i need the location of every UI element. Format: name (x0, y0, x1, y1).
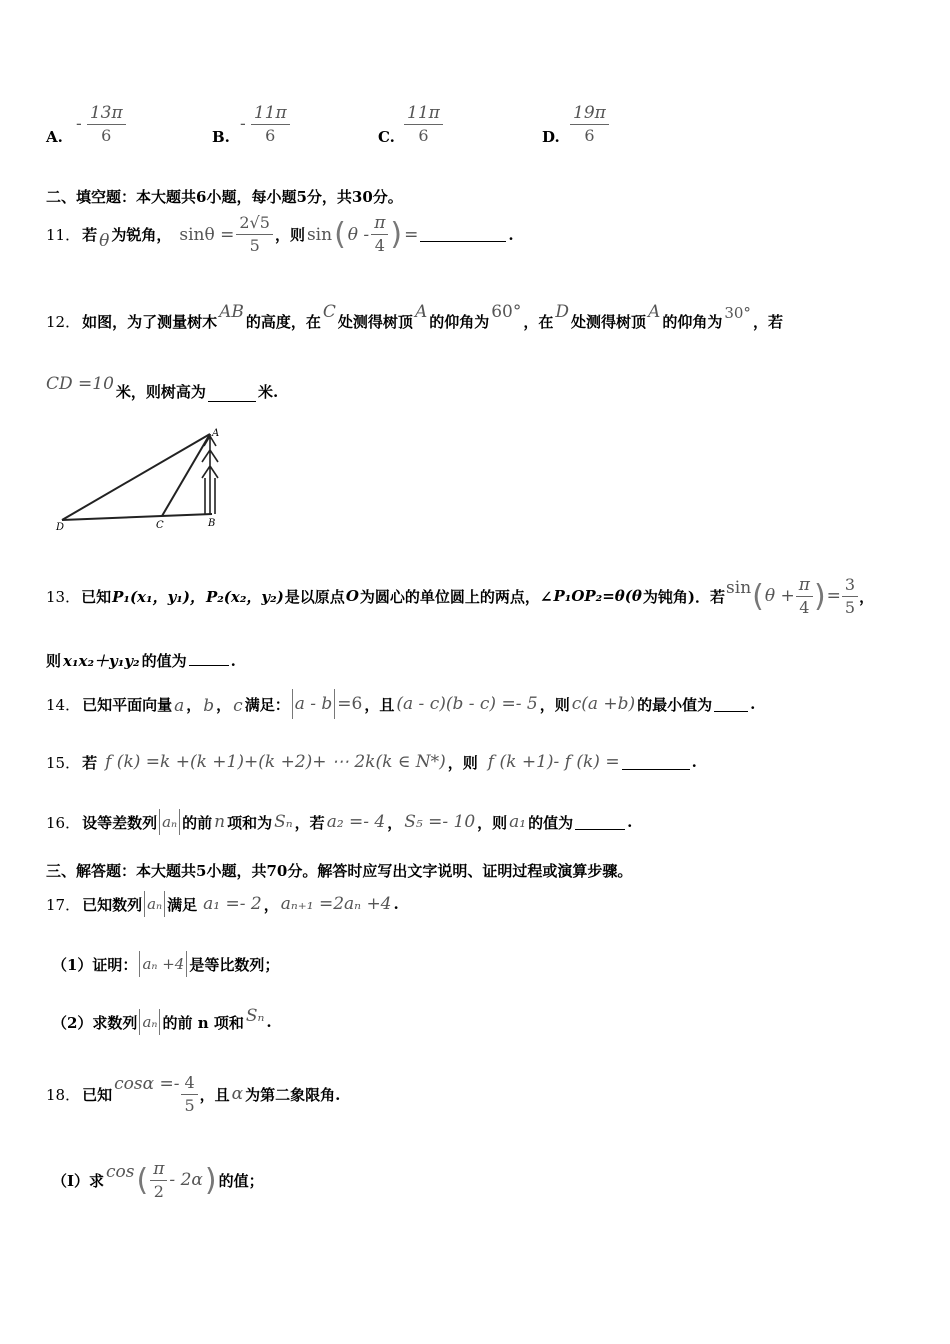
question-18: 18． 已知 cosα =- $\frac{4}{5}$ ，且 α 为第二象限角. (46, 1072, 341, 1115)
option-d: D. (542, 128, 560, 146)
question-12-cont: CD =10 米，则树高为 米. (46, 374, 279, 401)
line-da (62, 434, 210, 520)
label-a: A (212, 428, 220, 439)
question-11: 11． 若 θ 为锐角， sinθ = $\frac{2√5}{5}$ ，则 sin ( θ - $\frac{\pi}{4}$ ) = . (46, 213, 514, 255)
label-d: D (56, 522, 65, 533)
line-db (62, 514, 212, 520)
question-14: 14． 已知平面向量 a ， b ， c 满足： a - b =6 ，且 (a - c)(b - c) =- 5 ，则 c(a +b) 的最小值为 . (46, 684, 755, 724)
label-b: B (208, 518, 216, 529)
option-c-value: $\frac{11\pi}{6}$ (404, 102, 443, 147)
question-16: 16． 设等差数列 aₙ 的前 n 项和为 Sₙ ，若 a₂ =- 4 ， S₅ =- 10 ，则 a₁ 的值为 . (46, 800, 632, 844)
option-b: B. (212, 128, 230, 146)
question-13: 13． 已知 P₁(x₁，y₁)， P₂(x₂，y₂) 是以原点 O 为圆心的单位圆上的两点，∠ P₁OP₂=θ(θ 为钝角)．若 sin ( θ + $\frac{\pi}{4}$ ) = $\frac{3}{5}$ ， (46, 574, 875, 617)
question-12: 12． 如图，为了测量树木 AB 的高度，在 C 处测得树顶 A 的仰角为 60° ，在 D 处测得树顶 A 的仰角为 30° ，若 (46, 302, 783, 331)
answer-blank (575, 815, 625, 830)
option-b-value: - $\frac{11\pi}{6}$ (240, 102, 290, 147)
option-a: A. (46, 128, 63, 146)
answer-blank (208, 387, 256, 402)
option-d-value: $\frac{19\pi}{6}$ (570, 102, 609, 147)
tree-shape (202, 434, 218, 514)
section-heading-solutions: 三、解答题：本大题共5小题，共70分。解答时应写出文字说明、证明过程或演算步骤。 (46, 862, 633, 880)
question-17-part-2: （2）求数列 aₙ 的前 n 项和 Sₙ . (52, 1002, 272, 1042)
answer-blank (189, 651, 229, 666)
question-17-part-1: （1）证明： aₙ +4 是等比数列； (52, 944, 279, 984)
line-ca (162, 434, 210, 516)
option-a-value: - $\frac{13\pi}{6}$ (76, 102, 126, 147)
question-17: 17． 已知数列 aₙ 满足 a₁ =- 2 ， aₙ₊₁ =2aₙ +4 . (46, 884, 399, 924)
option-c: C. (378, 128, 395, 146)
section-heading-fill-in: 二、填空题：本大题共6小题，每小题5分，共30分。 (46, 188, 403, 206)
question-18-part-1: （Ⅰ）求 cos ( $\frac{\pi}{2}$ - 2α ) 的值； (52, 1158, 264, 1201)
answer-blank (622, 755, 690, 770)
question-15: 15． 若 f (k) =k +(k +1)+(k +2)+ ⋯ 2k(k ∈ N*) ，则 f (k +1)- f (k) = . (46, 752, 697, 772)
answer-blank (714, 697, 748, 712)
label-c: C (156, 520, 164, 531)
question-13-cont: 则 x₁x₂＋y₁y₂ 的值为 . (46, 652, 236, 670)
answer-blank (420, 227, 506, 242)
tree-diagram (50, 426, 240, 536)
